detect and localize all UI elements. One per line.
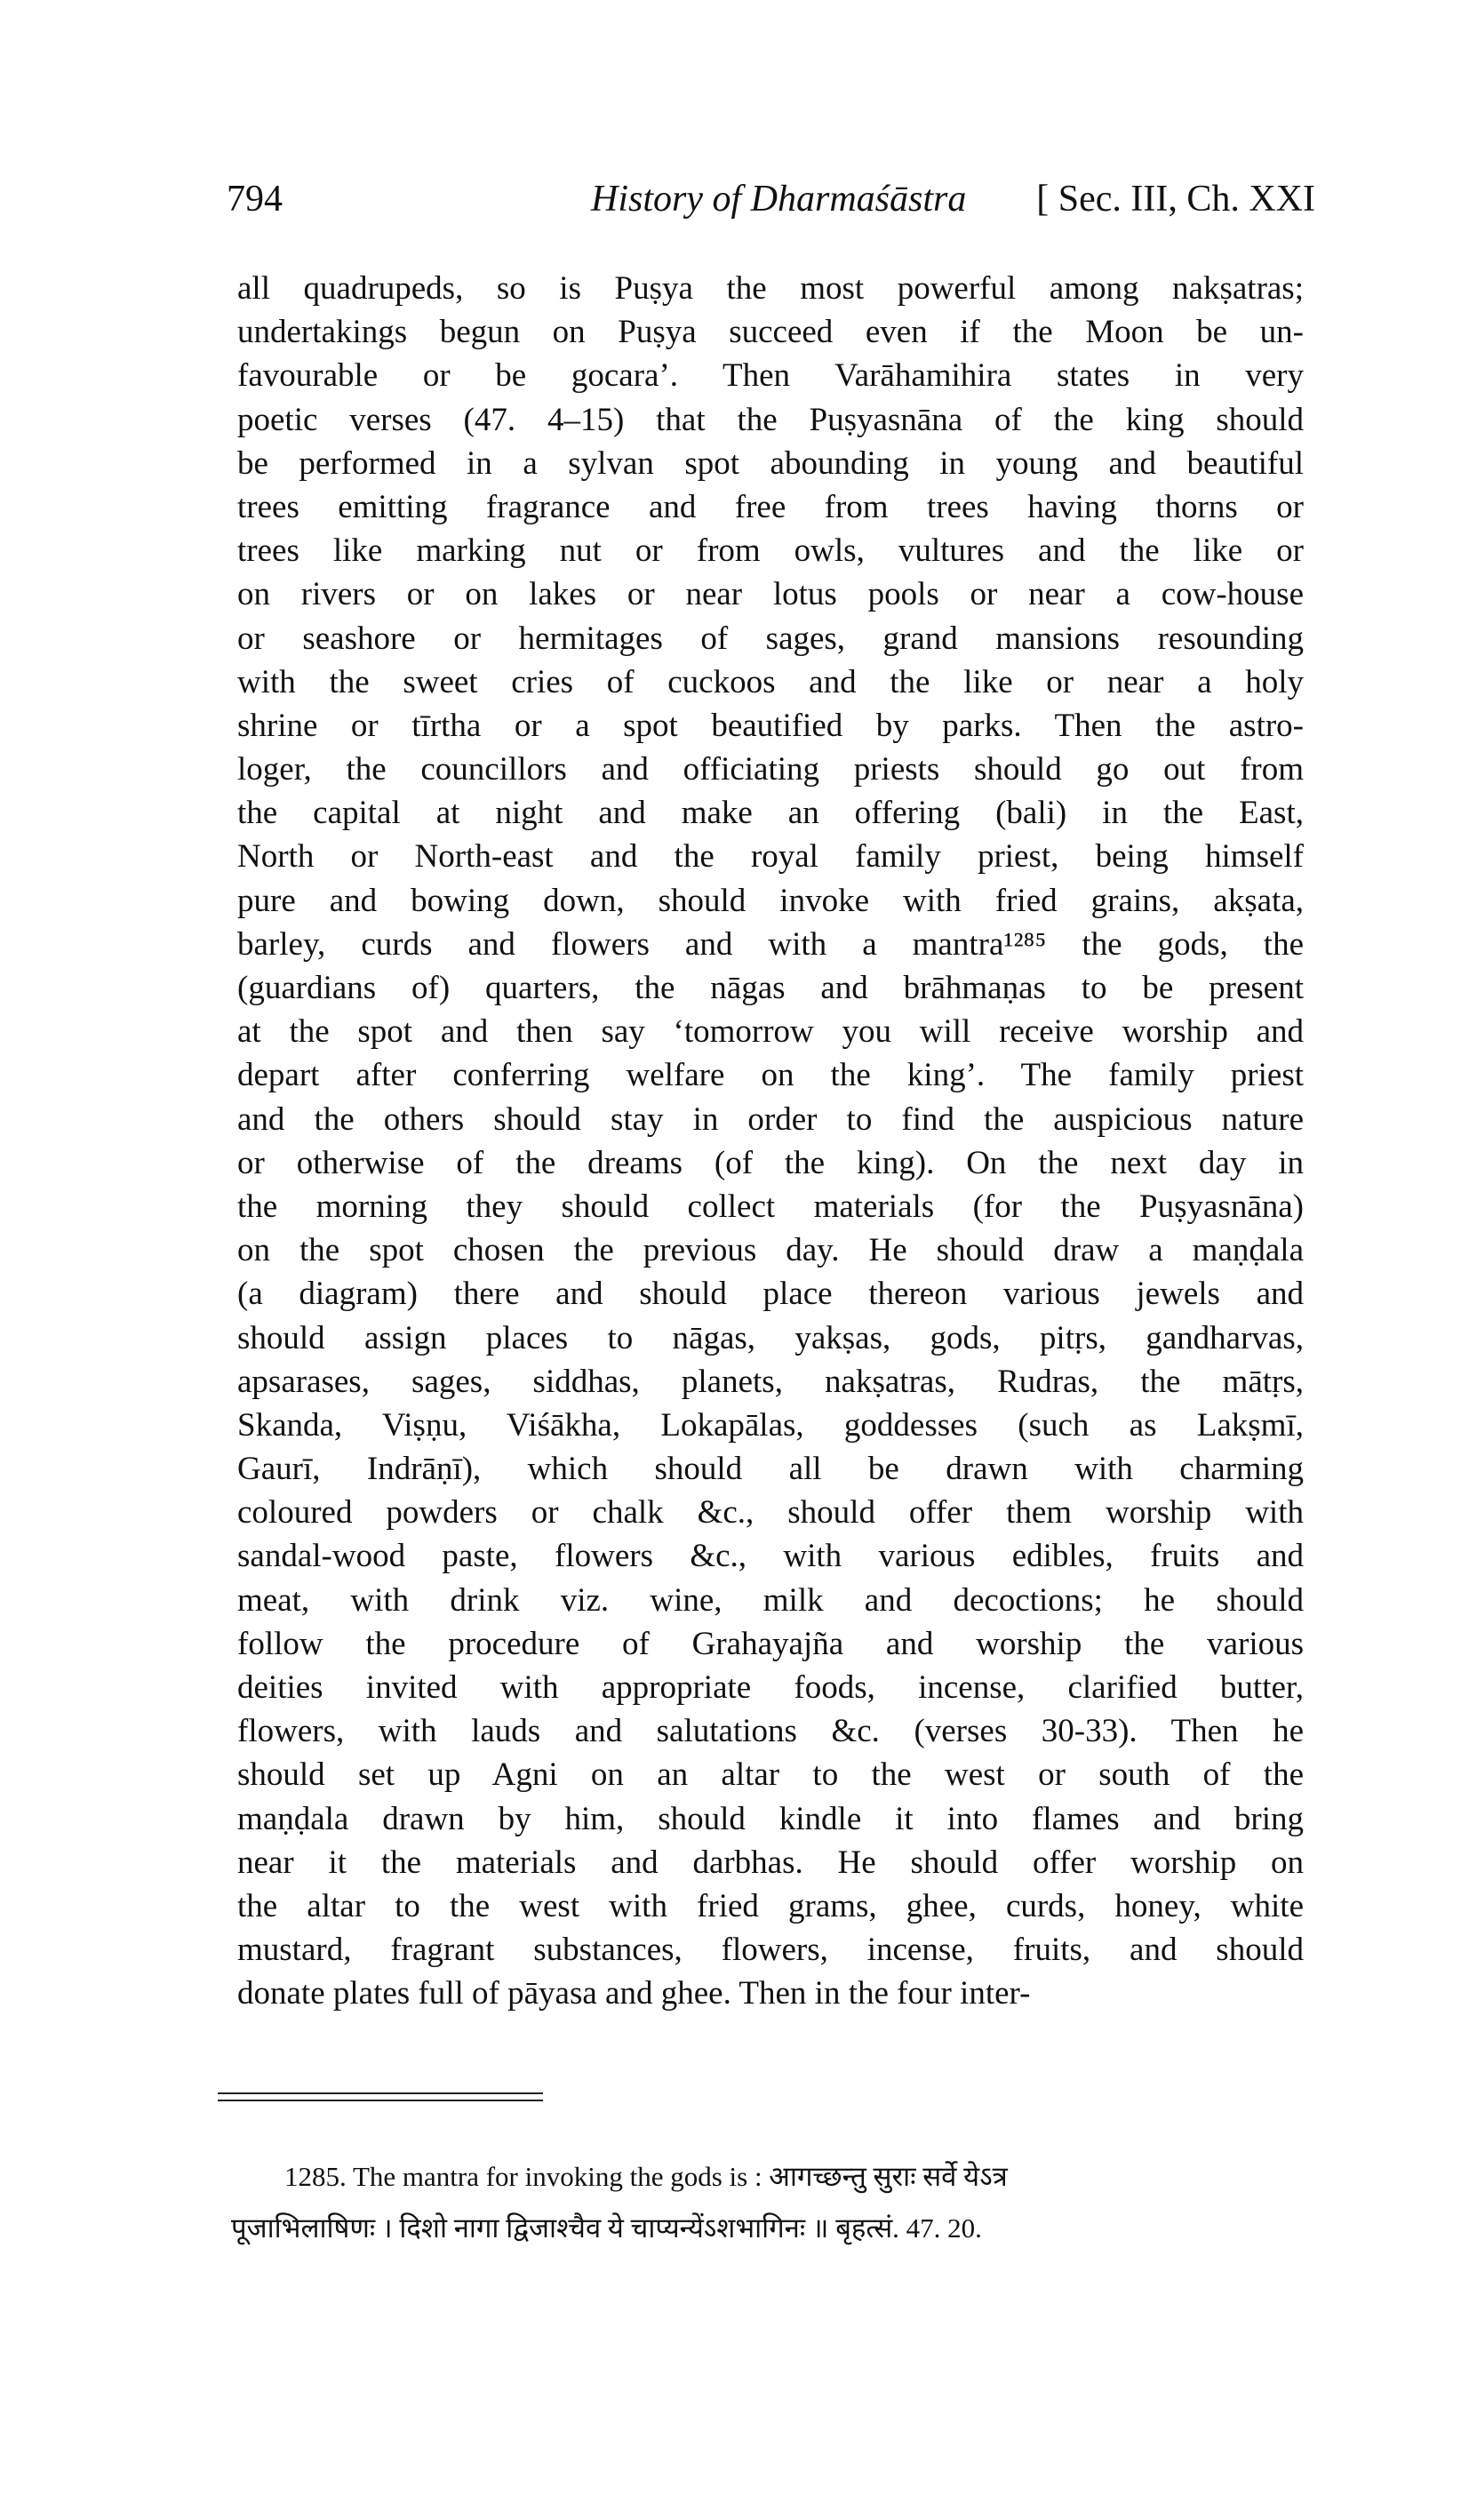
body-line: favourable or be gocara’. Then Varāhamihira states in very [237,357,1304,395]
body-line: maṇḍala drawn by him, should kindle it into flames and bring [237,1800,1304,1837]
body-line: on the spot chosen the previous day. He should draw a maṇḍala [237,1232,1304,1269]
body-line: loger, the councillors and officiating priests should go out from [237,751,1304,788]
body-text [237,267,1304,2016]
body-line: (a diagram) there and should place thereon various jewels and [237,1276,1304,1313]
body-line: meat, with drink viz. wine, milk and decoctions; he should [237,1581,1304,1619]
body-line: the capital at night and make an offering (bali) in the East, [237,795,1304,832]
body-line: mustard, fragrant substances, flowers, incense, fruits, and should [237,1932,1304,1969]
footnote [231,2151,1306,2254]
body-line: deities invited with appropriate foods, incense, clarified butter, [237,1669,1304,1706]
body-line: poetic verses (47. 4–15) that the Puṣyasnāna of the king should [237,401,1304,438]
section-reference: [ Sec. III, Ch. XXI [1036,179,1315,220]
body-line: the altar to the west with fried grams, ghee, curds, honey, white [237,1887,1304,1924]
body-line: (guardians of) quarters, the nāgas and brāhmaṇas to be present [237,970,1304,1006]
body-line: near it the materials and darbhas. He should offer worship on [237,1844,1304,1881]
footnote-line: पूजाभिलाषिणः । दिशो नागा द्विजाश्चैव ये चाप्यन्येंऽशभागिनः ॥ बृहत्सं. 47. 20. [231,2212,982,2244]
body-line: trees like marking nut or from owls, vultures and the like or [237,532,1304,570]
body-line: and the others should stay in order to find the auspicious nature [237,1100,1304,1138]
page-header [227,178,1315,231]
body-line: barley, curds and flowers and with a mantra¹²⁸⁵ the gods, the [237,925,1304,963]
body-line: donate plates full of pāyasa and ghee. Then in the four inter- [237,1975,1031,2012]
body-line: Gaurī, Indrāṇī), which should all be drawn with charming [237,1451,1304,1488]
footnote-divider [218,2100,543,2101]
body-line: coloured powders or chalk &c., should offer them worship with [237,1494,1304,1532]
body-line: on rivers or on lakes or near lotus pools or near a cow-house [237,576,1304,613]
body-line: apsarases, sages, siddhas, planets, nakṣatras, Rudras, the mātṛs, [237,1363,1304,1400]
body-line: the morning they should collect materials (for the Puṣyasnāna) [237,1188,1304,1225]
body-line: with the sweet cries of cuckoos and the like or near a holy [237,663,1304,700]
body-line: should assign places to nāgas, yakṣas, gods, pitṛs, gandharvas, [237,1319,1304,1356]
body-line: be performed in a sylvan spot abounding in young and beautiful [237,444,1304,482]
body-line: at the spot and then say ‘tomorrow you will receive worship and [237,1013,1304,1051]
body-line: follow the procedure of Grahayajña and worship the various [237,1625,1304,1662]
body-line: flowers, with lauds and salutations &c. (verses 30-33). Then he [237,1713,1304,1750]
footnote-divider [218,2092,543,2094]
body-line: shrine or tīrtha or a spot beautified by parks. Then the astro- [237,707,1304,744]
body-line: North or North-east and the royal family priest, being himself [237,838,1304,876]
body-line: should set up Agni on an altar to the west or south of the [237,1756,1304,1794]
running-title: History of Dharmaśāstra [591,179,967,220]
page-number: 794 [227,179,283,220]
body-line: trees emitting fragrance and free from trees having thorns or [237,488,1304,525]
body-line: or seashore or hermitages of sages, grand mansions resounding [237,620,1304,657]
body-line: sandal-wood paste, flowers &c., with various edibles, fruits and [237,1538,1304,1575]
body-line: pure and bowing down, should invoke with fried grains, akṣata, [237,882,1304,919]
body-line: depart after conferring welfare on the king’. The family priest [237,1057,1304,1094]
body-line: all quadrupeds, so is Puṣya the most powerful among nakṣatras; [237,270,1304,307]
body-line: Skanda, Viṣṇu, Viśākha, Lokapālas, goddesses (such as Lakṣmī, [237,1406,1304,1444]
footnote-line: 1285. The mantra for invoking the gods is : आगच्छन्तु सुराः सर्वे येऽत्र [284,2161,1008,2192]
body-line: undertakings begun on Puṣya succeed even if the Moon be un- [237,314,1304,351]
body-line: or otherwise of the dreams (of the king). On the next day in [237,1144,1304,1181]
